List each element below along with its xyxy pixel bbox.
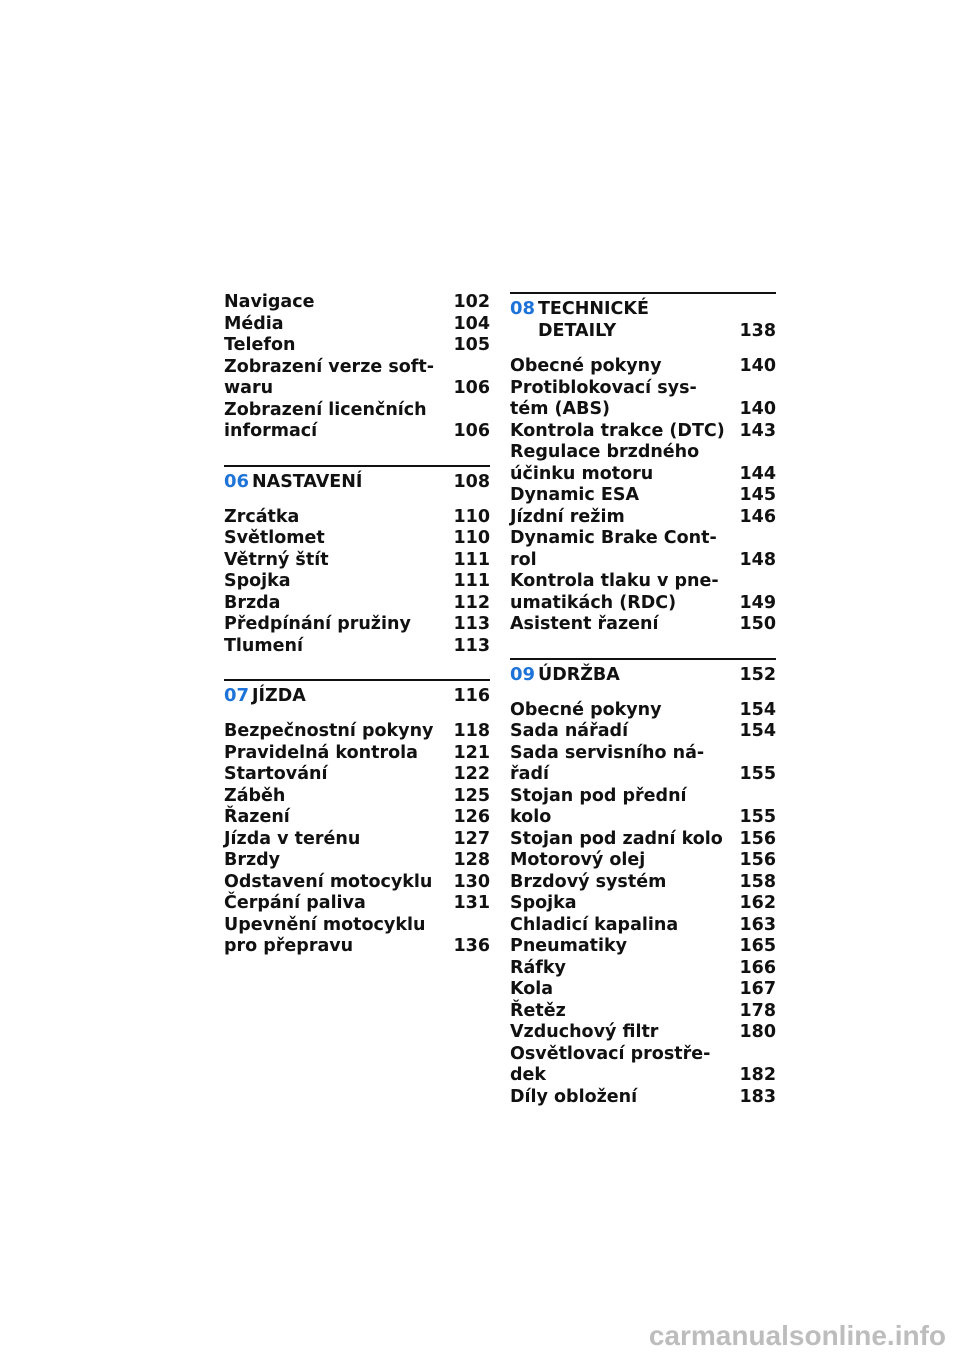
chapter-page: 116 xyxy=(453,686,490,706)
chapter-06-heading[interactable] xyxy=(224,465,490,493)
toc-entry-title: Stojan pod přední kolo xyxy=(510,785,687,827)
toc-list-chapter-06 xyxy=(224,507,490,658)
toc-entry-page: 110 xyxy=(453,528,490,548)
toc-entry[interactable] xyxy=(510,507,776,529)
toc-entry-page: 162 xyxy=(739,893,776,913)
toc-entry-page: 145 xyxy=(739,485,776,505)
toc-entry-page: 111 xyxy=(453,571,490,591)
chapter-09-heading[interactable] xyxy=(510,658,776,686)
toc-entry-title: Spojka xyxy=(224,571,291,591)
watermark-text: carmanualsonline.info xyxy=(648,1320,946,1351)
toc-entry-title: Sada nářadí xyxy=(510,721,629,741)
toc-entry-page: 136 xyxy=(453,936,490,956)
toc-entry-page: 182 xyxy=(739,1065,776,1085)
toc-column-right xyxy=(510,292,776,1108)
toc-entry-page: 113 xyxy=(453,635,490,656)
toc-entry-title: Dynamic ESA xyxy=(510,485,640,505)
toc-entry-title: Média xyxy=(224,313,284,334)
toc-entry[interactable] xyxy=(224,571,490,593)
toc-entry-title: Větrný štít xyxy=(224,549,329,570)
toc-entry-title: Odstavení motocyklu xyxy=(224,871,433,892)
toc-entry-page: 113 xyxy=(453,614,490,634)
toc-entry-title: Navigace xyxy=(224,292,315,312)
chapter-page: 152 xyxy=(739,664,776,685)
toc-entry-title: Motorový olej xyxy=(510,850,646,870)
toc-entry-page: 158 xyxy=(739,871,776,892)
toc-entry-title: Čerpání paliva xyxy=(224,893,366,913)
toc-entry-page: 128 xyxy=(453,850,490,870)
toc-entry-page: 167 xyxy=(739,979,776,999)
toc-entry-page: 155 xyxy=(739,807,776,827)
toc-entry-page: 131 xyxy=(453,893,490,913)
toc-entry-title: Ráfky xyxy=(510,957,566,978)
toc-entry-page: 148 xyxy=(739,549,776,570)
toc-entry-title: Chladicí kapalina xyxy=(510,914,679,935)
toc-entry-title: Kontrola trakce (DTC) xyxy=(510,420,725,441)
toc-entry-page: 163 xyxy=(739,914,776,935)
toc-entry[interactable] xyxy=(224,528,490,550)
toc-entry-title: Tlumení xyxy=(224,635,303,656)
toc-entry-page: 106 xyxy=(453,421,490,441)
toc-entry[interactable] xyxy=(510,571,776,614)
toc-entry[interactable] xyxy=(510,850,776,872)
chapter-page: 138 xyxy=(739,321,776,341)
toc-entry-title: Pravidelná kontrola xyxy=(224,742,418,763)
toc-entry-page: 102 xyxy=(453,292,490,312)
toc-entry-page: 149 xyxy=(739,592,776,613)
toc-entry[interactable] xyxy=(224,743,490,765)
chapter-number: 07 xyxy=(224,685,250,706)
toc-list-chapter-07 xyxy=(224,721,490,958)
toc-entry-page: 183 xyxy=(739,1086,776,1107)
toc-entry[interactable] xyxy=(510,721,776,743)
toc-entry[interactable] xyxy=(510,1087,776,1109)
toc-entry-title: Regulace brzdného účinku motoru xyxy=(510,442,700,484)
chapter-08-heading[interactable] xyxy=(510,292,776,342)
toc-entry-title: Osvětlovací prostře- dek xyxy=(510,1043,711,1085)
toc-entry-page: 154 xyxy=(739,699,776,720)
toc-entry[interactable] xyxy=(224,807,490,829)
toc-entry[interactable] xyxy=(510,979,776,1001)
toc-entry-page: 155 xyxy=(739,764,776,784)
toc-entry-title: Spojka xyxy=(510,893,577,913)
toc-entry-page: 146 xyxy=(739,506,776,527)
toc-entry[interactable] xyxy=(224,829,490,851)
toc-entry-page: 154 xyxy=(739,721,776,741)
toc-entry[interactable] xyxy=(224,357,490,400)
toc-entry[interactable] xyxy=(510,356,776,378)
toc-entry[interactable] xyxy=(224,786,490,808)
toc-entry-page: 125 xyxy=(453,785,490,806)
toc-entry-title: Asistent řazení xyxy=(510,614,659,634)
toc-entry-title: Zobrazení licenčních informací xyxy=(224,399,427,441)
toc-entry[interactable] xyxy=(224,764,490,786)
toc-entry-page: 126 xyxy=(453,807,490,827)
toc-entry[interactable] xyxy=(224,314,490,336)
toc-entry-page: 105 xyxy=(453,335,490,355)
toc-entry[interactable] xyxy=(224,893,490,915)
chapter-title-line2: DETAILY xyxy=(538,321,617,341)
toc-entry-title: Sada servisního ná- řadí xyxy=(510,742,705,784)
chapter-number: 09 xyxy=(510,663,536,685)
toc-entry[interactable] xyxy=(510,893,776,915)
toc-entry[interactable] xyxy=(510,378,776,421)
toc-entry-title: Stojan pod zadní kolo xyxy=(510,828,723,849)
toc-entry[interactable] xyxy=(510,700,776,722)
toc-entry-title: Vzduchový filtr xyxy=(510,1022,659,1042)
toc-entry-page: 166 xyxy=(739,957,776,978)
toc-entry-title: Upevnění motocyklu pro přepravu xyxy=(224,914,426,956)
toc-entry[interactable] xyxy=(224,292,490,314)
toc-entry-page: 130 xyxy=(453,871,490,892)
toc-entry-title: Dynamic Brake Cont- rol xyxy=(510,528,717,570)
toc-entry[interactable] xyxy=(224,850,490,872)
toc-entry[interactable] xyxy=(510,528,776,571)
toc-entry-title: Kola xyxy=(510,979,554,999)
toc-entry[interactable] xyxy=(510,1044,776,1087)
toc-entry[interactable] xyxy=(510,872,776,894)
toc-entry-title: Pneumatiky xyxy=(510,936,628,956)
chapter-07-heading[interactable] xyxy=(224,679,490,707)
toc-entry-title: Díly obložení xyxy=(510,1086,638,1107)
toc-entry-title: Obecné pokyny xyxy=(510,356,662,376)
chapter-title: JÍZDA xyxy=(252,686,306,706)
toc-entry[interactable] xyxy=(510,421,776,443)
toc-list-intro xyxy=(224,292,490,443)
toc-entry-page: 165 xyxy=(739,936,776,956)
toc-entry-page: 140 xyxy=(739,399,776,419)
toc-entry[interactable] xyxy=(510,1022,776,1044)
toc-entry-title: Předpínání pružiny xyxy=(224,614,411,634)
toc-entry[interactable] xyxy=(224,550,490,572)
toc-entry-page: 121 xyxy=(453,742,490,763)
toc-entry[interactable] xyxy=(510,442,776,485)
toc-entry[interactable] xyxy=(224,872,490,894)
chapter-title xyxy=(538,298,739,342)
toc-entry[interactable] xyxy=(224,614,490,636)
toc-entry[interactable] xyxy=(510,915,776,937)
toc-entry[interactable] xyxy=(510,485,776,507)
chapter-title: NASTAVENÍ xyxy=(252,471,363,492)
chapter-page: 108 xyxy=(453,471,490,492)
toc-entry-page: 112 xyxy=(453,592,490,613)
toc-entry-page: 110 xyxy=(453,506,490,527)
chapter-title-line1: TECHNICKÉ xyxy=(538,299,649,319)
toc-entry-title: Světlomet xyxy=(224,528,325,548)
toc-entry-title: Startování xyxy=(224,764,328,784)
toc-entry-title: Zrcátka xyxy=(224,506,300,527)
toc-entry[interactable] xyxy=(510,1001,776,1023)
toc-entry[interactable] xyxy=(224,636,490,658)
toc-entry-title: Protiblokovací sys- tém (ABS) xyxy=(510,377,697,419)
toc-entry[interactable] xyxy=(224,335,490,357)
toc-entry-page: 156 xyxy=(739,828,776,849)
toc-entry-page: 122 xyxy=(453,764,490,784)
toc-entry-title: Zobrazení verze soft- waru xyxy=(224,356,435,398)
toc-entry-page: 111 xyxy=(453,549,490,570)
toc-entry-page: 143 xyxy=(739,420,776,441)
toc-entry-page: 144 xyxy=(739,463,776,484)
toc-entry-page: 140 xyxy=(739,356,776,376)
toc-entry-page: 127 xyxy=(453,828,490,849)
toc-list-chapter-08 xyxy=(510,356,776,636)
toc-entry-page: 106 xyxy=(453,378,490,398)
toc-entry-page: 180 xyxy=(739,1022,776,1042)
toc-entry-page: 104 xyxy=(453,313,490,334)
toc-entry-title: Řetěz xyxy=(510,1000,566,1021)
chapter-number: 08 xyxy=(510,298,536,319)
toc-entry[interactable] xyxy=(510,743,776,786)
toc-entry-page: 156 xyxy=(739,850,776,870)
toc-entry[interactable] xyxy=(224,915,490,958)
toc-entry[interactable] xyxy=(224,507,490,529)
toc-entry-title: Obecné pokyny xyxy=(510,699,662,720)
toc-entry-title: Kontrola tlaku v pne- umatikách (RDC) xyxy=(510,571,719,613)
toc-entry[interactable] xyxy=(224,400,490,443)
toc-entry-title: Jízdní režim xyxy=(510,506,625,527)
toc-entry-title: Brzdový systém xyxy=(510,871,667,892)
toc-entry-title: Jízda v terénu xyxy=(224,828,361,849)
toc-entry[interactable] xyxy=(510,829,776,851)
chapter-number: 06 xyxy=(224,470,250,492)
toc-entry-title: Brzdy xyxy=(224,850,281,870)
toc-entry-title: Řazení xyxy=(224,807,290,827)
toc-entry-page: 118 xyxy=(453,721,490,741)
toc-entry[interactable] xyxy=(510,614,776,636)
toc-entry[interactable] xyxy=(224,593,490,615)
toc-entry-title: Brzda xyxy=(224,592,281,613)
toc-entry-page: 150 xyxy=(739,614,776,634)
chapter-title: ÚDRŽBA xyxy=(538,664,620,685)
toc-column-left xyxy=(224,292,490,958)
toc-list-chapter-09 xyxy=(510,700,776,1109)
toc-entry-title: Bezpečnostní pokyny xyxy=(224,721,434,741)
toc-entry[interactable] xyxy=(510,786,776,829)
toc-entry[interactable] xyxy=(224,721,490,743)
toc-entry-title: Záběh xyxy=(224,785,286,806)
toc-entry[interactable] xyxy=(510,958,776,980)
toc-entry-page: 178 xyxy=(739,1000,776,1021)
toc-entry[interactable] xyxy=(510,936,776,958)
toc-entry-title: Telefon xyxy=(224,335,296,355)
